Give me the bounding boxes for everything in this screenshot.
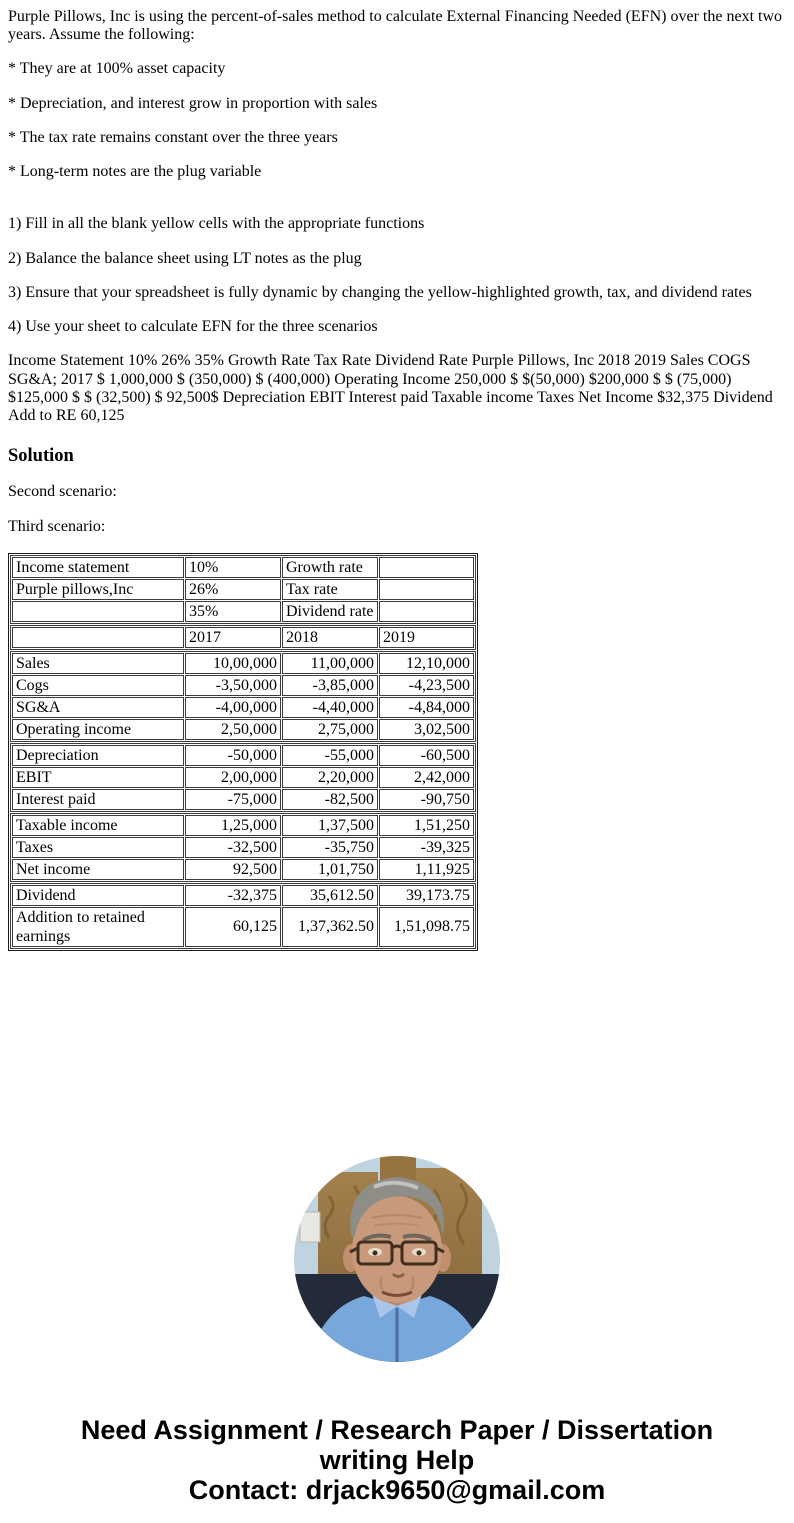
- footer-contact-email: Contact: drjack9650@gmail.com: [188, 1474, 606, 1505]
- row-label-cell: Depreciation: [12, 745, 184, 766]
- value-cell: Dividend rate: [282, 601, 378, 622]
- value-cell: -39,325: [379, 837, 474, 858]
- step-item: 1) Fill in all the blank yellow cells with the appropriate functions: [8, 215, 425, 233]
- value-cell: -32,500: [185, 837, 281, 858]
- table-row: [12, 767, 474, 788]
- value-cell: -4,40,000: [282, 697, 378, 718]
- table-row: [12, 675, 474, 696]
- table-row: [12, 601, 474, 622]
- table-row: [12, 653, 474, 674]
- value-cell: 2,50,000: [185, 719, 281, 740]
- scenario-third-label: Third scenario:: [8, 517, 106, 535]
- statement-table: [8, 553, 478, 951]
- value-cell: [379, 557, 474, 578]
- value-cell: 2018: [282, 627, 378, 648]
- value-cell: -4,23,500: [379, 675, 474, 696]
- value-cell: -82,500: [282, 789, 378, 810]
- value-cell: -4,00,000: [185, 697, 281, 718]
- row-label-cell: Taxable income: [12, 815, 184, 836]
- row-label-cell: Cogs: [12, 675, 184, 696]
- tutor-photo-wrap: [294, 1156, 500, 1367]
- value-cell: 1,37,500: [282, 815, 378, 836]
- row-label-cell: Interest paid: [12, 789, 184, 810]
- value-cell: 2,00,000: [185, 767, 281, 788]
- table-row: [12, 885, 474, 906]
- assumption-item: * Depreciation, and interest grow in proportion with sales: [8, 94, 378, 112]
- footer-line-2: writing Help: [319, 1444, 475, 1475]
- step-item: 4) Use your sheet to calculate EFN for the three scenarios: [8, 318, 378, 336]
- value-cell: 2,42,000: [379, 767, 474, 788]
- row-label-cell: Taxes: [12, 837, 184, 858]
- scenario-second-label: Second scenario:: [8, 483, 117, 501]
- value-cell: Tax rate: [282, 579, 378, 600]
- value-cell: 35,612.50: [282, 885, 378, 906]
- intro-paragraph: Purple Pillows, Inc is using the percent-of-sales method to calculate External Financing Needed (EFN) over the next two years. Assume the following:: [8, 8, 783, 44]
- value-cell: [379, 579, 474, 600]
- value-cell: 1,51,098.75: [379, 907, 474, 947]
- row-label-cell: Net income: [12, 859, 184, 880]
- value-cell: 2017: [185, 627, 281, 648]
- row-label-cell: Dividend: [12, 885, 184, 906]
- value-cell: 39,173.75: [379, 885, 474, 906]
- table-row: [12, 837, 474, 858]
- value-cell: 1,01,750: [282, 859, 378, 880]
- footer-line-1: Need Assignment / Research Paper / Dissertation: [80, 1414, 714, 1445]
- row-label-cell: Operating income: [12, 719, 184, 740]
- value-cell: 3,02,500: [379, 719, 474, 740]
- table-row: [12, 907, 474, 947]
- value-cell: 26%: [185, 579, 281, 600]
- value-cell: 12,10,000: [379, 653, 474, 674]
- value-cell: -90,750: [379, 789, 474, 810]
- value-cell: -50,000: [185, 745, 281, 766]
- table-row: [12, 859, 474, 880]
- value-cell: -4,84,000: [379, 697, 474, 718]
- value-cell: -3,85,000: [282, 675, 378, 696]
- value-cell: 2019: [379, 627, 474, 648]
- value-cell: [379, 601, 474, 622]
- document-page: [8, 8, 786, 1505]
- value-cell: 35%: [185, 601, 281, 622]
- value-cell: -75,000: [185, 789, 281, 810]
- value-cell: 11,00,000: [282, 653, 378, 674]
- value-cell: 60,125: [185, 907, 281, 947]
- table-row: [12, 745, 474, 766]
- value-cell: -3,50,000: [185, 675, 281, 696]
- table-row: [12, 789, 474, 810]
- table-row: [12, 557, 474, 578]
- table-row: [12, 719, 474, 740]
- table-row: [12, 579, 474, 600]
- footer-banner: [8, 1415, 786, 1505]
- value-cell: 10%: [185, 557, 281, 578]
- step-item: 2) Balance the balance sheet using LT notes as the plug: [8, 249, 362, 267]
- value-cell: 10,00,000: [185, 653, 281, 674]
- value-cell: 1,37,362.50: [282, 907, 378, 947]
- table-row: [12, 627, 474, 648]
- row-label-cell: [12, 601, 184, 622]
- table-row: [12, 697, 474, 718]
- row-label-cell: SG&A: [12, 697, 184, 718]
- value-cell: Growth rate: [282, 557, 378, 578]
- value-cell: 2,75,000: [282, 719, 378, 740]
- value-cell: 1,25,000: [185, 815, 281, 836]
- value-cell: -60,500: [379, 745, 474, 766]
- assumption-item: * Long-term notes are the plug variable: [8, 163, 262, 181]
- table-row: [12, 815, 474, 836]
- value-cell: -35,750: [282, 837, 378, 858]
- solution-heading: Solution: [8, 446, 74, 467]
- row-label-cell: [12, 627, 184, 648]
- row-label-cell: EBIT: [12, 767, 184, 788]
- step-item: 3) Ensure that your spreadsheet is fully dynamic by changing the yellow-highlighted growth, tax, and dividend rates: [8, 283, 752, 301]
- row-label-cell: Sales: [12, 653, 184, 674]
- tutor-photo: [294, 1156, 500, 1362]
- value-cell: -32,375: [185, 885, 281, 906]
- row-label-cell: Addition to retained earnings: [12, 907, 184, 947]
- row-label-cell: Purple pillows,Inc: [12, 579, 184, 600]
- value-cell: 2,20,000: [282, 767, 378, 788]
- assumption-item: * They are at 100% asset capacity: [8, 60, 226, 78]
- income-statement-summary: Income Statement 10% 26% 35% Growth Rate Tax Rate Dividend Rate Purple Pillows, Inc 2018 2019 Sales COGS SG&A; 2017 $ 1,000,000 $ (350,000) $ (400,000) Operating Income 250,000 $ $(50,000) $200,000 $ $ (75,000) $125,000 $ $ (32,500) $ 92,500$ Depreciation EBIT Interest paid Taxable income Taxes Net Income $32,375 Dividend Add to RE 60,125: [8, 352, 773, 425]
- value-cell: 1,51,250: [379, 815, 474, 836]
- value-cell: 1,11,925: [379, 859, 474, 880]
- assumption-item: * The tax rate remains constant over the three years: [8, 128, 338, 146]
- row-label-cell: Income statement: [12, 557, 184, 578]
- value-cell: -55,000: [282, 745, 378, 766]
- value-cell: 92,500: [185, 859, 281, 880]
